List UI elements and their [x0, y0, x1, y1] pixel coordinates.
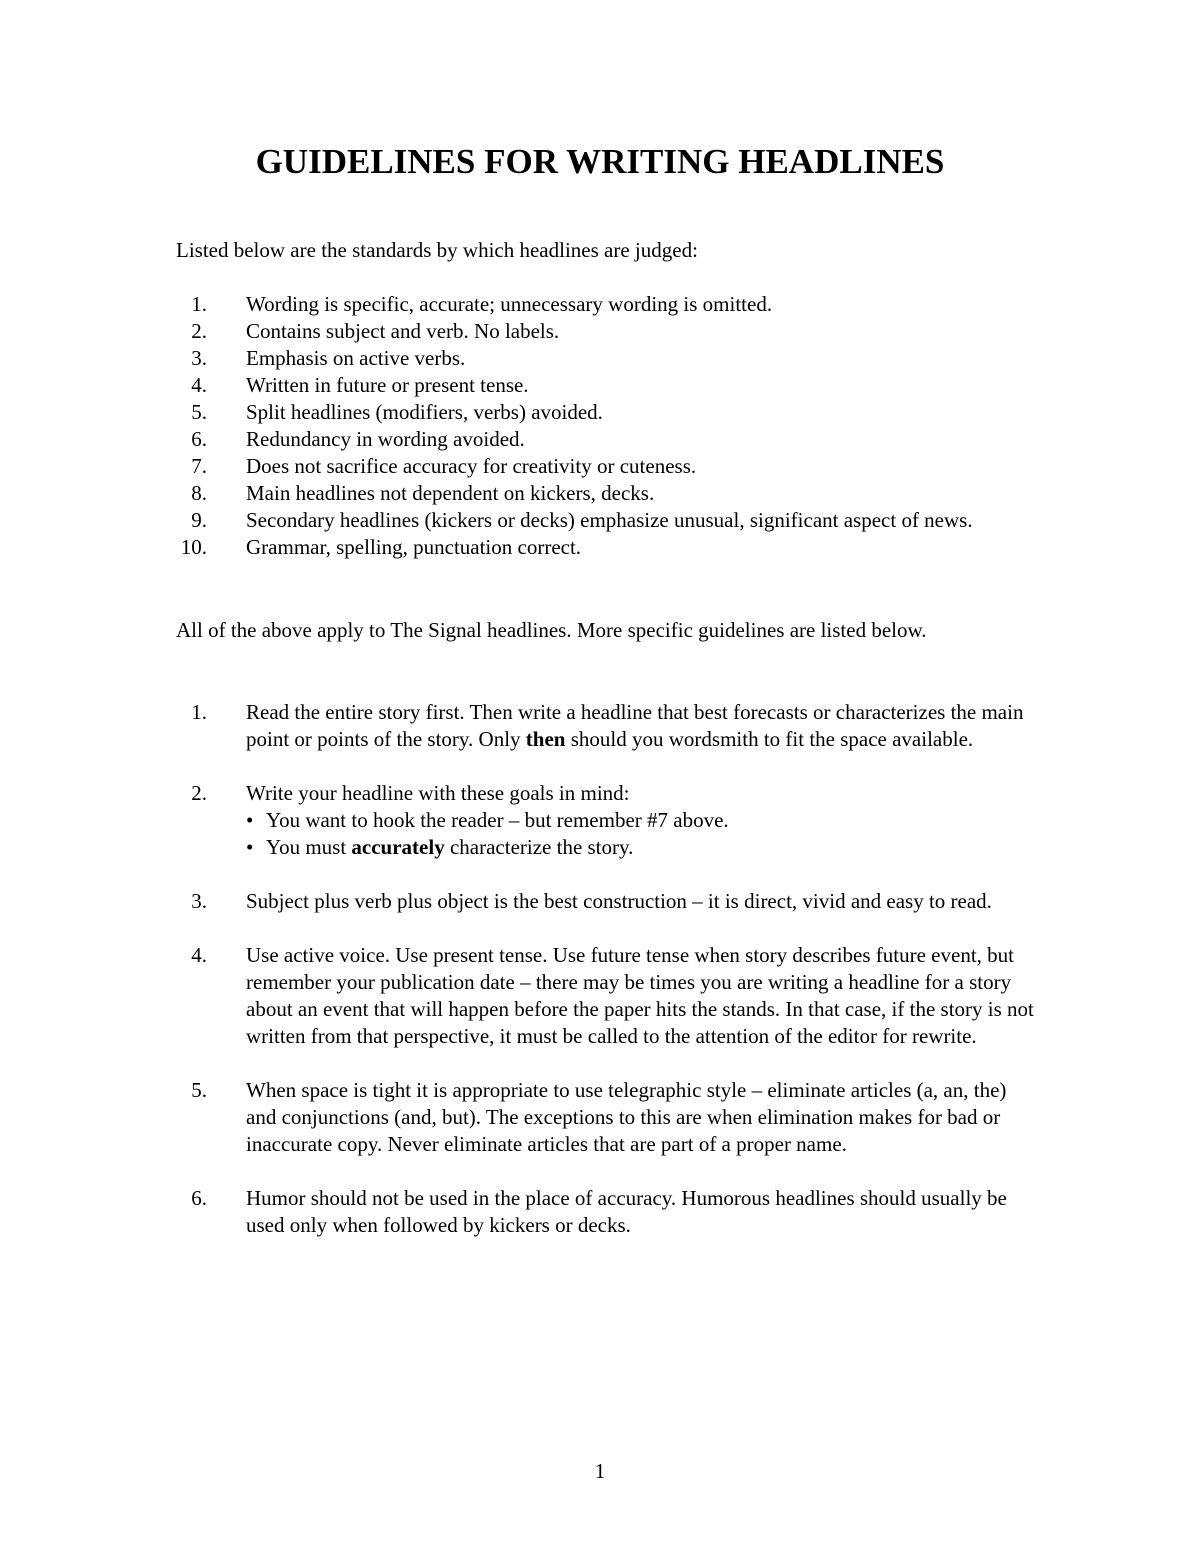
item-number: 1. — [191, 700, 207, 724]
emphasis-text: accurately — [351, 835, 445, 859]
item-text: When space is tight it is appropriate to use telegraphic style – eliminate articles (a, an, the) and conjunctions (and, but). The exceptions to this are when elimination makes for bad or inaccurate copy. Never eliminate articles that are part of a proper name. — [246, 1078, 1007, 1156]
guideline-item — [176, 780, 1036, 861]
item-number: 10. — [180, 535, 207, 559]
list-item — [176, 453, 1036, 480]
item-text: Written in future or present tense. — [246, 373, 529, 397]
guideline-item — [176, 942, 1036, 1050]
item-text: Write your headline with these goals in mind: — [246, 781, 630, 805]
intro-text: Listed below are the standards by which headlines are judged: — [176, 238, 698, 262]
item-text: Secondary headlines (kickers or decks) emphasize unusual, significant aspect of news. — [246, 508, 973, 532]
bullet-item — [246, 807, 1036, 834]
standards-list — [176, 291, 1036, 561]
list-item — [176, 399, 1036, 426]
page-number: 1 — [594, 1459, 606, 1483]
bullet-text: You must — [266, 835, 352, 859]
list-item — [176, 372, 1036, 399]
bullet-icon: • — [246, 808, 254, 832]
specific-intro-text: All of the above apply to The Signal headlines. More specific guidelines are listed below. — [176, 618, 927, 642]
item-text: Redundancy in wording avoided. — [246, 427, 525, 451]
item-number: 2. — [191, 319, 207, 343]
item-number: 5. — [191, 1078, 207, 1102]
bullet-item — [246, 834, 1036, 861]
item-number: 6. — [191, 427, 207, 451]
list-item — [176, 480, 1036, 507]
guideline-item — [176, 699, 1036, 753]
item-number: 6. — [191, 1186, 207, 1210]
emphasis-text: then — [525, 727, 566, 751]
specific-guidelines-list — [176, 699, 1036, 1266]
list-item — [176, 291, 1036, 318]
item-number: 4. — [191, 943, 207, 967]
item-number: 3. — [191, 889, 207, 913]
bullet-text: characterize the story. — [444, 835, 634, 859]
list-item — [176, 534, 1036, 561]
item-text: Wording is specific, accurate; unnecessary wording is omitted. — [246, 292, 773, 316]
item-number: 5. — [191, 400, 207, 424]
item-text: Emphasis on active verbs. — [246, 346, 466, 370]
item-text: Humor should not be used in the place of accuracy. Humorous headlines should usually be used only when followed by kickers or decks. — [246, 1186, 1007, 1237]
item-text: Contains subject and verb. No labels. — [246, 319, 560, 343]
item-number: 2. — [191, 781, 207, 805]
item-text: Read the entire story first. Then write a headline that best forecasts or characterizes the main point or points of the story. Only — [246, 700, 1024, 751]
page-title: GUIDELINES FOR WRITING HEADLINES — [255, 142, 945, 181]
list-item — [176, 507, 1036, 534]
item-number: 3. — [191, 346, 207, 370]
guideline-item — [176, 1077, 1036, 1158]
bullet-text: You want to hook the reader – but remember #7 above. — [266, 808, 729, 832]
item-number: 8. — [191, 481, 207, 505]
bullet-icon: • — [246, 835, 254, 859]
item-number: 7. — [191, 454, 207, 478]
guideline-item — [176, 888, 1036, 915]
list-item — [176, 426, 1036, 453]
item-text: Main headlines not dependent on kickers, decks. — [246, 481, 655, 505]
item-text: Split headlines (modifiers, verbs) avoided. — [246, 400, 603, 424]
item-number: 4. — [191, 373, 207, 397]
guideline-item — [176, 1185, 1036, 1239]
list-item — [176, 318, 1036, 345]
item-text: Grammar, spelling, punctuation correct. — [246, 535, 582, 559]
item-text: should you wordsmith to fit the space available. — [565, 727, 974, 751]
item-text: Use active voice. Use present tense. Use future tense when story describes future event, but remember your publication date – there may be times you are writing a headline for a story about an event that will happen before the paper hits the stands. In that case, if the story is not written from that perspective, it must be called to the attention of the editor for rewrite. — [246, 943, 1034, 1048]
item-text: Subject plus verb plus object is the best construction – it is direct, vivid and easy to read. — [246, 889, 992, 913]
item-text: Does not sacrifice accuracy for creativity or cuteness. — [246, 454, 697, 478]
item-number: 9. — [191, 508, 207, 532]
list-item — [176, 345, 1036, 372]
item-number: 1. — [191, 292, 207, 316]
